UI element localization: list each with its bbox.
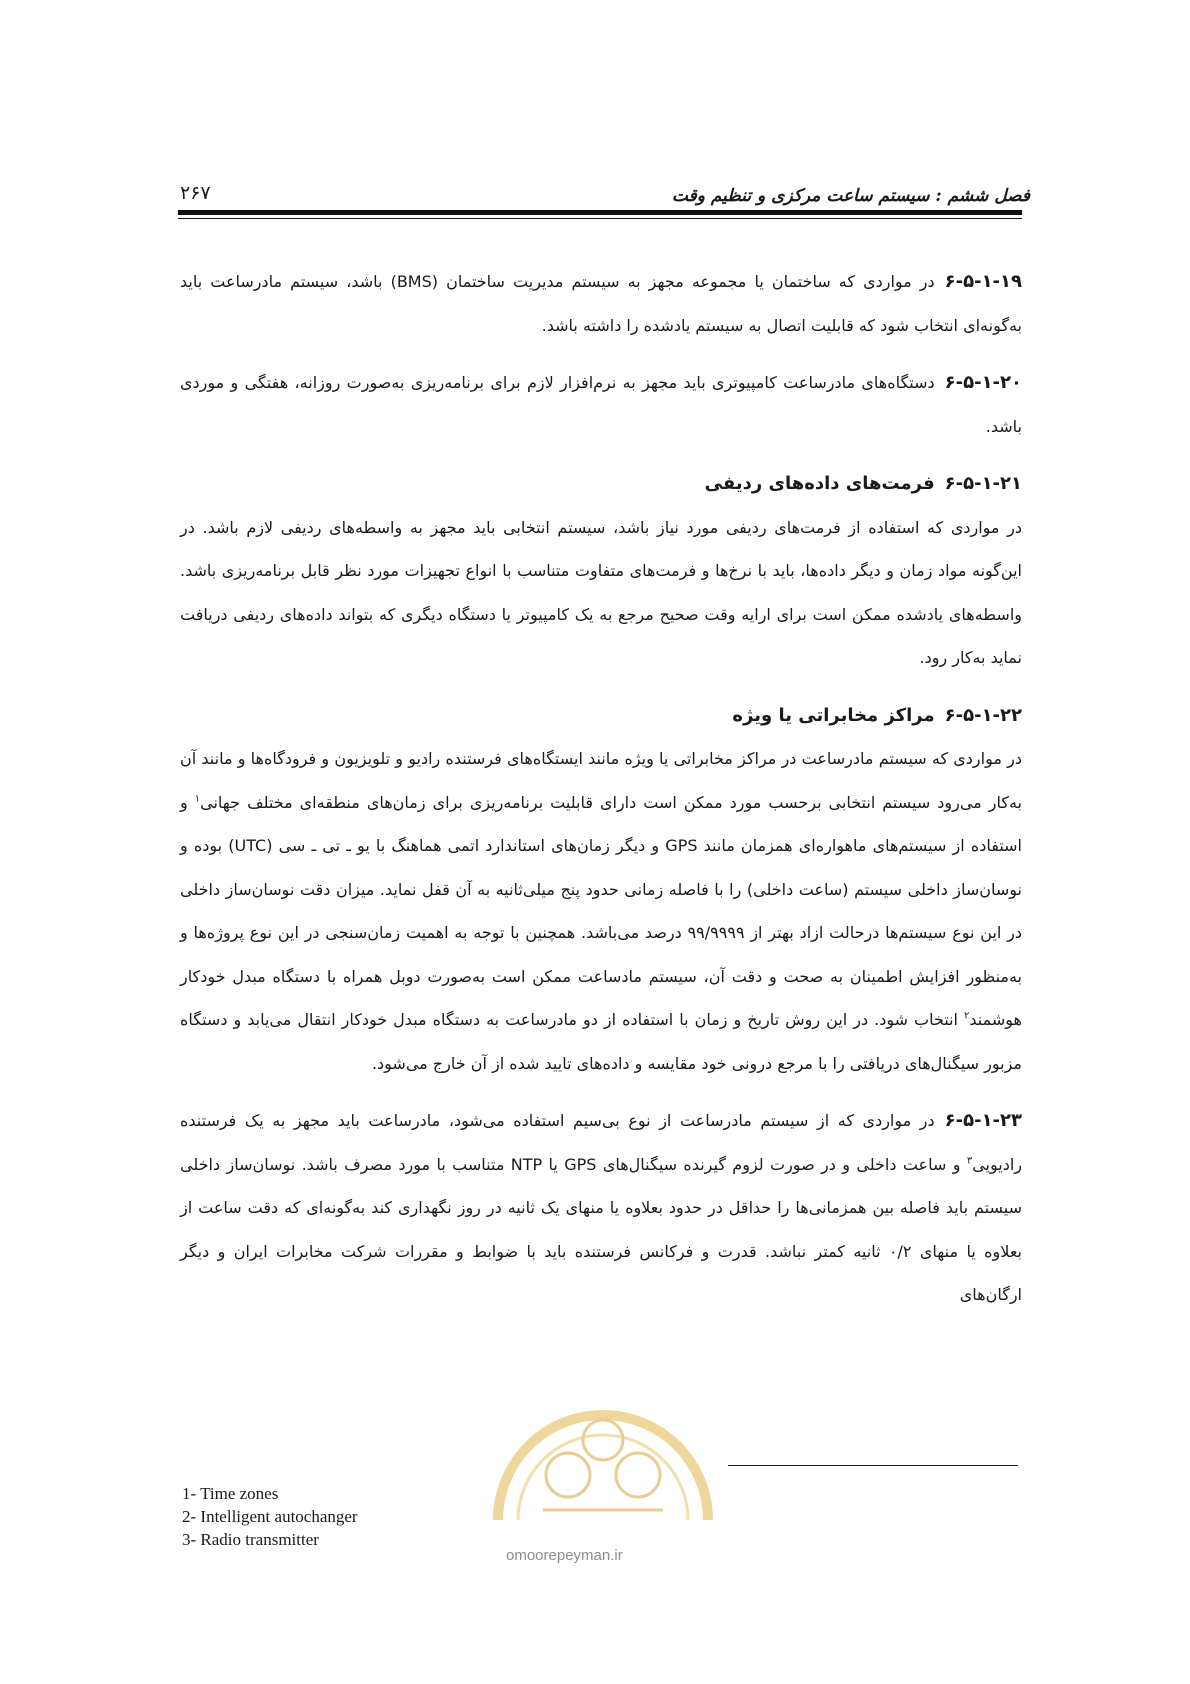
section-number: ۶-۵-۱-۱۹ xyxy=(944,271,1022,292)
section-19 xyxy=(180,260,1022,347)
section-text: و ساعت داخلی و در صورت لزوم گیرنده سیگنال‌های GPS یا NTP متناسب با مورد مصرف باشد. نوسان‌ساز داخلی سیستم باید فاصله بین همزمانی‌ها را حداقل در حدود بعلاوه یا منهای یک ثانیه در روز نگهداری کند به‌گونه‌ای که دقت ساعت از بعلاوه یا منهای ۰/۲ ثانیه کمتر نباشد. قدرت و فرکانس فرستنده باید با ضوابط و مقررات شرکت مخابرات ایران و دیگر ارگان‌های xyxy=(180,1154,1022,1304)
header-rule-thick xyxy=(178,210,1022,215)
footnotes xyxy=(182,1482,358,1551)
footnote-rule xyxy=(728,1465,1018,1466)
section-22-heading xyxy=(180,694,1022,738)
section-text: در مواردی که ساختمان یا مجموعه مجهز به سیستم مدیریت ساختمان (BMS) باشد، سیستم مادرساعت باید به‌گونه‌ای انتخاب شود که قابلیت اتصال به سیستم یادشده را داشته باشد. xyxy=(180,272,1022,335)
section-22-body xyxy=(180,737,1022,1085)
footnote-ref: ۲ xyxy=(964,1010,970,1022)
body-part: و استفاده از سیستم‌های ماهواره‌ای همزمان مانند GPS و دیگر زمان‌های استاندارد اتمی هماهنگ با یو ـ تی ـ سی (UTC) بوده و نوسان‌ساز داخلی سیستم (ساعت داخلی) را با فاصله زمانی حدود پنج میلی‌ثانیه به آن قفل نماید. میزان دقت نوسان‌ساز داخلی در این نوع سیستم‌ها درحالت ازاد بهتر از ۹۹/۹۹۹۹ درصد می‌باشد. همچنین با توجه به اهمیت زمان‌سنجی در این نوع پروژه‌ها و به‌منظور افزایش اطمینان به صحت و دقت آن، سیستم مادساعت ممکن است به‌صورت دوبل همراه با دستگاه مبدل خودکار هوشمند xyxy=(180,792,1023,1029)
section-heading: فرمت‌های داده‌های ردیفی xyxy=(704,473,935,494)
footnote-item: 1- Time zones xyxy=(182,1484,279,1503)
footnote-item: 2- Intelligent autochanger xyxy=(182,1507,358,1526)
body-part: در مواردی که سیستم مادرساعت در مراکز مخابراتی یا ویژه مانند ایستگاه‌های فرستنده رادیو و تلویزیون و فرودگاه‌ها و مانند آن به‌کار می‌رود سیستم انتخابی برحسب مورد ممکن است دارای قابلیت برنامه‌ریزی برای زمان‌های منطقه‌ای مختلف جهانی xyxy=(180,749,1023,812)
section-21-heading xyxy=(180,462,1022,506)
footnote-ref: ۱ xyxy=(194,793,201,805)
section-23 xyxy=(180,1099,1022,1317)
page-content xyxy=(180,260,1022,1331)
page-number: ۲۶۷ xyxy=(180,182,211,204)
section-number: ۶-۵-۱-۲۱ xyxy=(944,473,1022,494)
header-rule-thin xyxy=(178,218,1022,219)
watermark-logo-icon xyxy=(478,1370,728,1520)
section-20 xyxy=(180,361,1022,448)
section-heading: مراکز مخابراتی یا ویژه xyxy=(732,704,935,726)
section-text: در مواردی که از سیستم مادرساعت از نوع بی‌سیم استفاده می‌شود، مادرساعت باید مجهز به یک فرستنده رادیویی xyxy=(180,1111,1023,1174)
footnote-item: 3- Radio transmitter xyxy=(182,1530,319,1549)
section-number: ۶-۵-۱-۲۰ xyxy=(944,372,1022,393)
watermark-url: omoorepeyman.ir xyxy=(506,1547,623,1564)
body-part: انتخاب شود. در این روش تاریخ و زمان با استفاده از دو مادرساعت به دستگاه مبدل خودکار انتقال می‌یابد و دستگاه مزبور سیگنال‌های دریافتی را با مرجع درونی خود مقایسه و داده‌های تایید شده از آن خارج می‌شود. xyxy=(180,1010,1022,1073)
section-number: ۶-۵-۱-۲۳ xyxy=(944,1110,1022,1131)
section-text: دستگاه‌های مادرساعت کامپیوتری باید مجهز به نرم‌افزار لازم برای برنامه‌ریزی به‌صورت روزانه، هفتگی و موردی باشد. xyxy=(180,373,1022,436)
chapter-title: فصل ششم : سیستم ساعت مرکزی و تنظیم وقت xyxy=(671,186,1030,206)
footnote-ref: ۳ xyxy=(966,1155,973,1167)
section-21-body: در مواردی که استفاده از فرمت‌های ردیفی مورد نیاز باشد، سیستم انتخابی باید مجهز به واسطه‌های ردیفی لازم باشد. در این‌گونه مواد زمان و دیگر داده‌ها، باید با نرخ‌ها و فرمت‌های متفاوت متناسب با انواع تجهیزات مورد نظر قابل برنامه‌ریزی باشد. واسطه‌های یادشده ممکن است برای ارایه وقت صحیح مرجع به یک کامپیوتر یا دستگاه دیگری که بتواند داده‌های ردیفی دریافت نماید به‌کار رود. xyxy=(180,517,1022,667)
section-number: ۶-۵-۱-۲۲ xyxy=(944,704,1022,726)
